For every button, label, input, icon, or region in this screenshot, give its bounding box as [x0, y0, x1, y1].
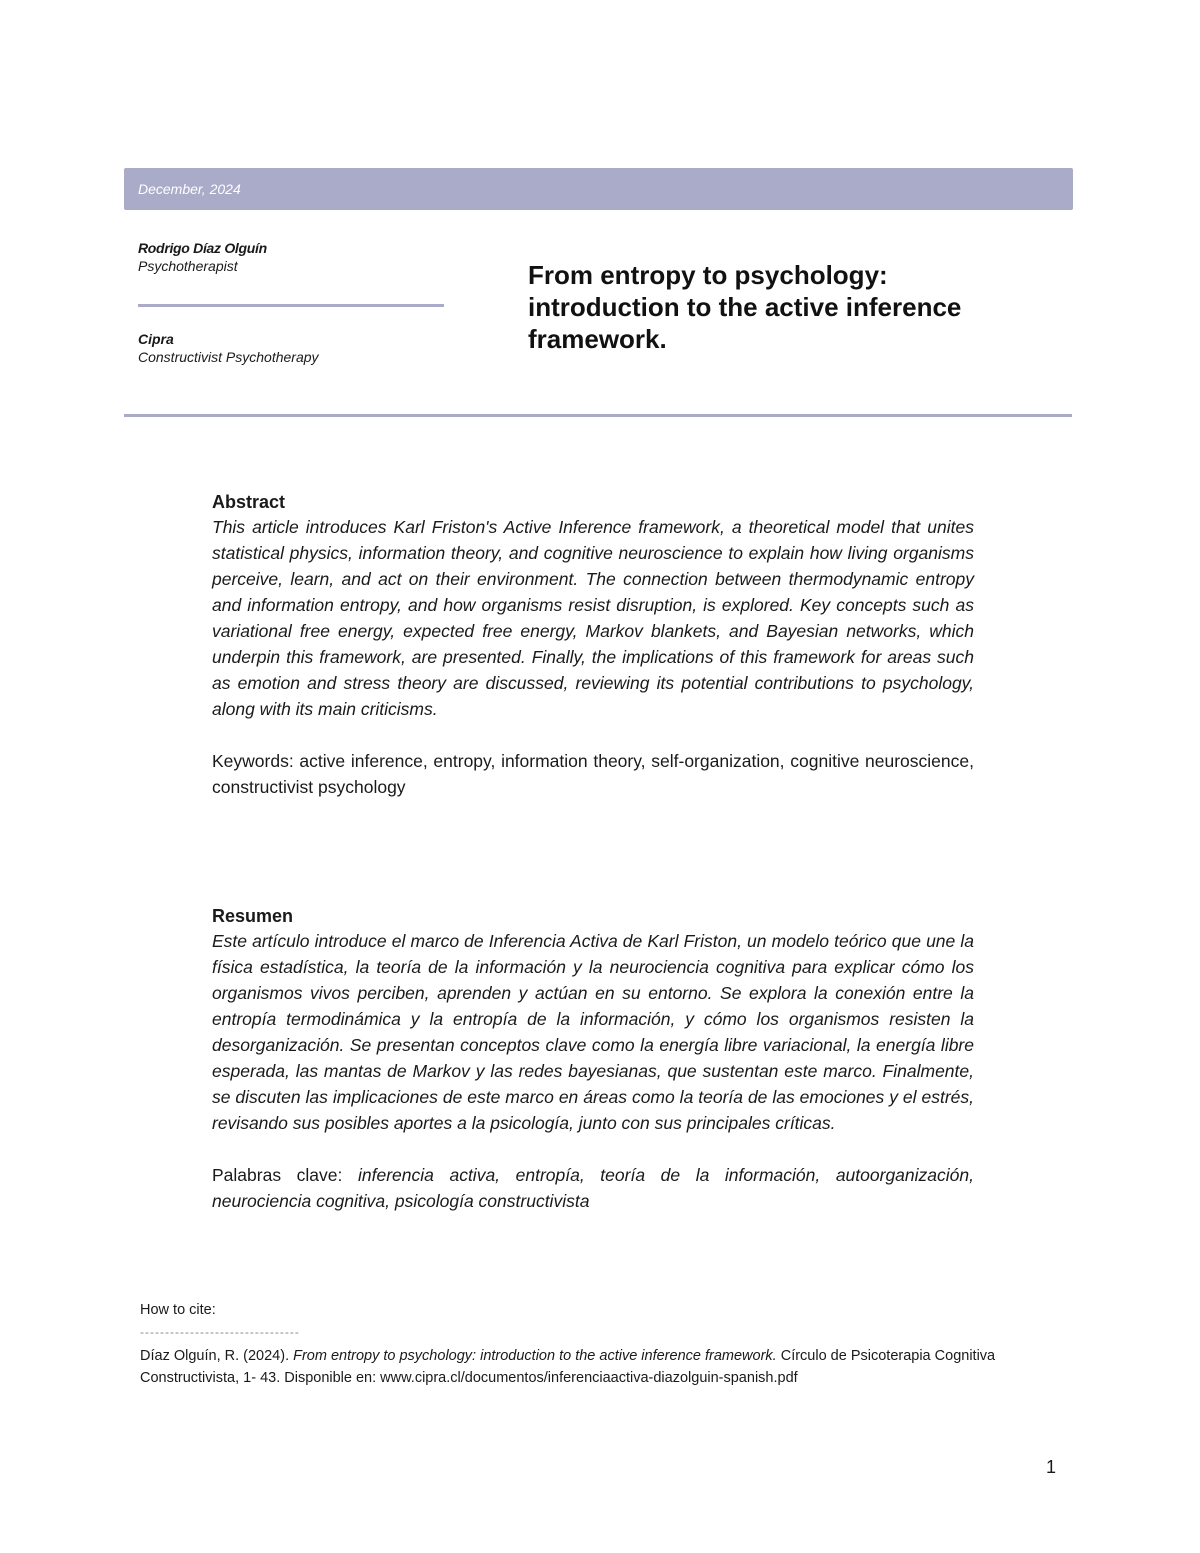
author-role: Psychotherapist — [138, 258, 238, 274]
date-banner — [124, 168, 1073, 210]
resumen-keywords — [212, 1162, 974, 1214]
page-number: 1 — [1046, 1457, 1057, 1477]
resumen-body: Este artículo introduce el marco de Inferencia Activa de Karl Friston, un modelo teórico que une la física estadística, la teoría de la información y la neurociencia cognitiva para explicar cómo los organismos vivos perciben, aprenden y actúan en su entorno. Se explora la conexión entre la entropía termodinámica y la entropía de la información, y cómo los organismos resisten la desorganización. Se presentan conceptos clave como la energía libre variacional, la energía libre esperada, las mantas de Markov y las redes bayesianas, que sustentan este marco. Finalmente, se discuten las implicaciones de este marco en áreas como la teoría de las emociones y el estrés, revisando sus posibles aportes a la psicología, junto con sus principales críticas. — [212, 931, 974, 1133]
resumen-heading: Resumen — [212, 906, 294, 926]
paper-title: From entropy to psychology: introduction to the active inference framework. — [528, 260, 962, 354]
organization-description: Constructivist Psychotherapy — [138, 349, 319, 365]
palabras-clave-values: inferencia activa, entropía, teoría de la información, autoorganización, neurociencia cognitiva, psicología constructivista — [212, 1165, 974, 1211]
citation-separator: -------------------------------- — [140, 1325, 300, 1339]
publication-date: December, 2024 — [138, 181, 241, 197]
citation-prefix: Díaz Olguín, R. (2024). — [140, 1348, 290, 1364]
resumen-section — [212, 904, 974, 1214]
citation-text — [140, 1345, 1040, 1389]
keywords-values: active inference, entropy, information theory, self-organization, cognitive neuroscience, constructivist psychology — [212, 751, 974, 797]
abstract-section — [212, 490, 974, 800]
organization-block — [138, 331, 458, 366]
palabras-clave-label: Palabras clave: — [212, 1165, 343, 1185]
header-divider — [124, 414, 1072, 417]
citation-label: How to cite: — [140, 1302, 216, 1318]
citation-suffix: Círculo de Psicoterapia Cognitiva Constructivista, 1- 43. Disponible en: www.cipra.cl/documentos/inferenciaactiva-diazolguin-spanish.pdf — [140, 1348, 996, 1386]
organization-name: Cipra — [138, 331, 174, 347]
abstract-heading: Abstract — [212, 492, 286, 512]
citation-block — [140, 1299, 1040, 1389]
author-block — [138, 240, 458, 275]
keywords-label: Keywords: — [212, 751, 294, 771]
abstract-body: This article introduces Karl Friston's Active Inference framework, a theoretical model that unites statistical physics, information theory, and cognitive neuroscience to explain how living organisms perceive, learn, and act on their environment. The connection between thermodynamic entropy and information entropy, and how organisms resist disruption, is explored. Key concepts such as variational free energy, expected free energy, Markov blankets, and Bayesian networks, which underpin this framework, are presented. Finally, the implications of this framework for areas such as emotion and stress theory are discussed, reviewing its potential contributions to psychology, along with its main criticisms. — [212, 517, 974, 719]
abstract-keywords — [212, 748, 974, 800]
author-divider — [138, 304, 444, 307]
citation-title: From entropy to psychology: introduction to the active inference framework. — [293, 1348, 777, 1364]
author-name: Rodrigo Díaz Olguín — [138, 240, 267, 256]
